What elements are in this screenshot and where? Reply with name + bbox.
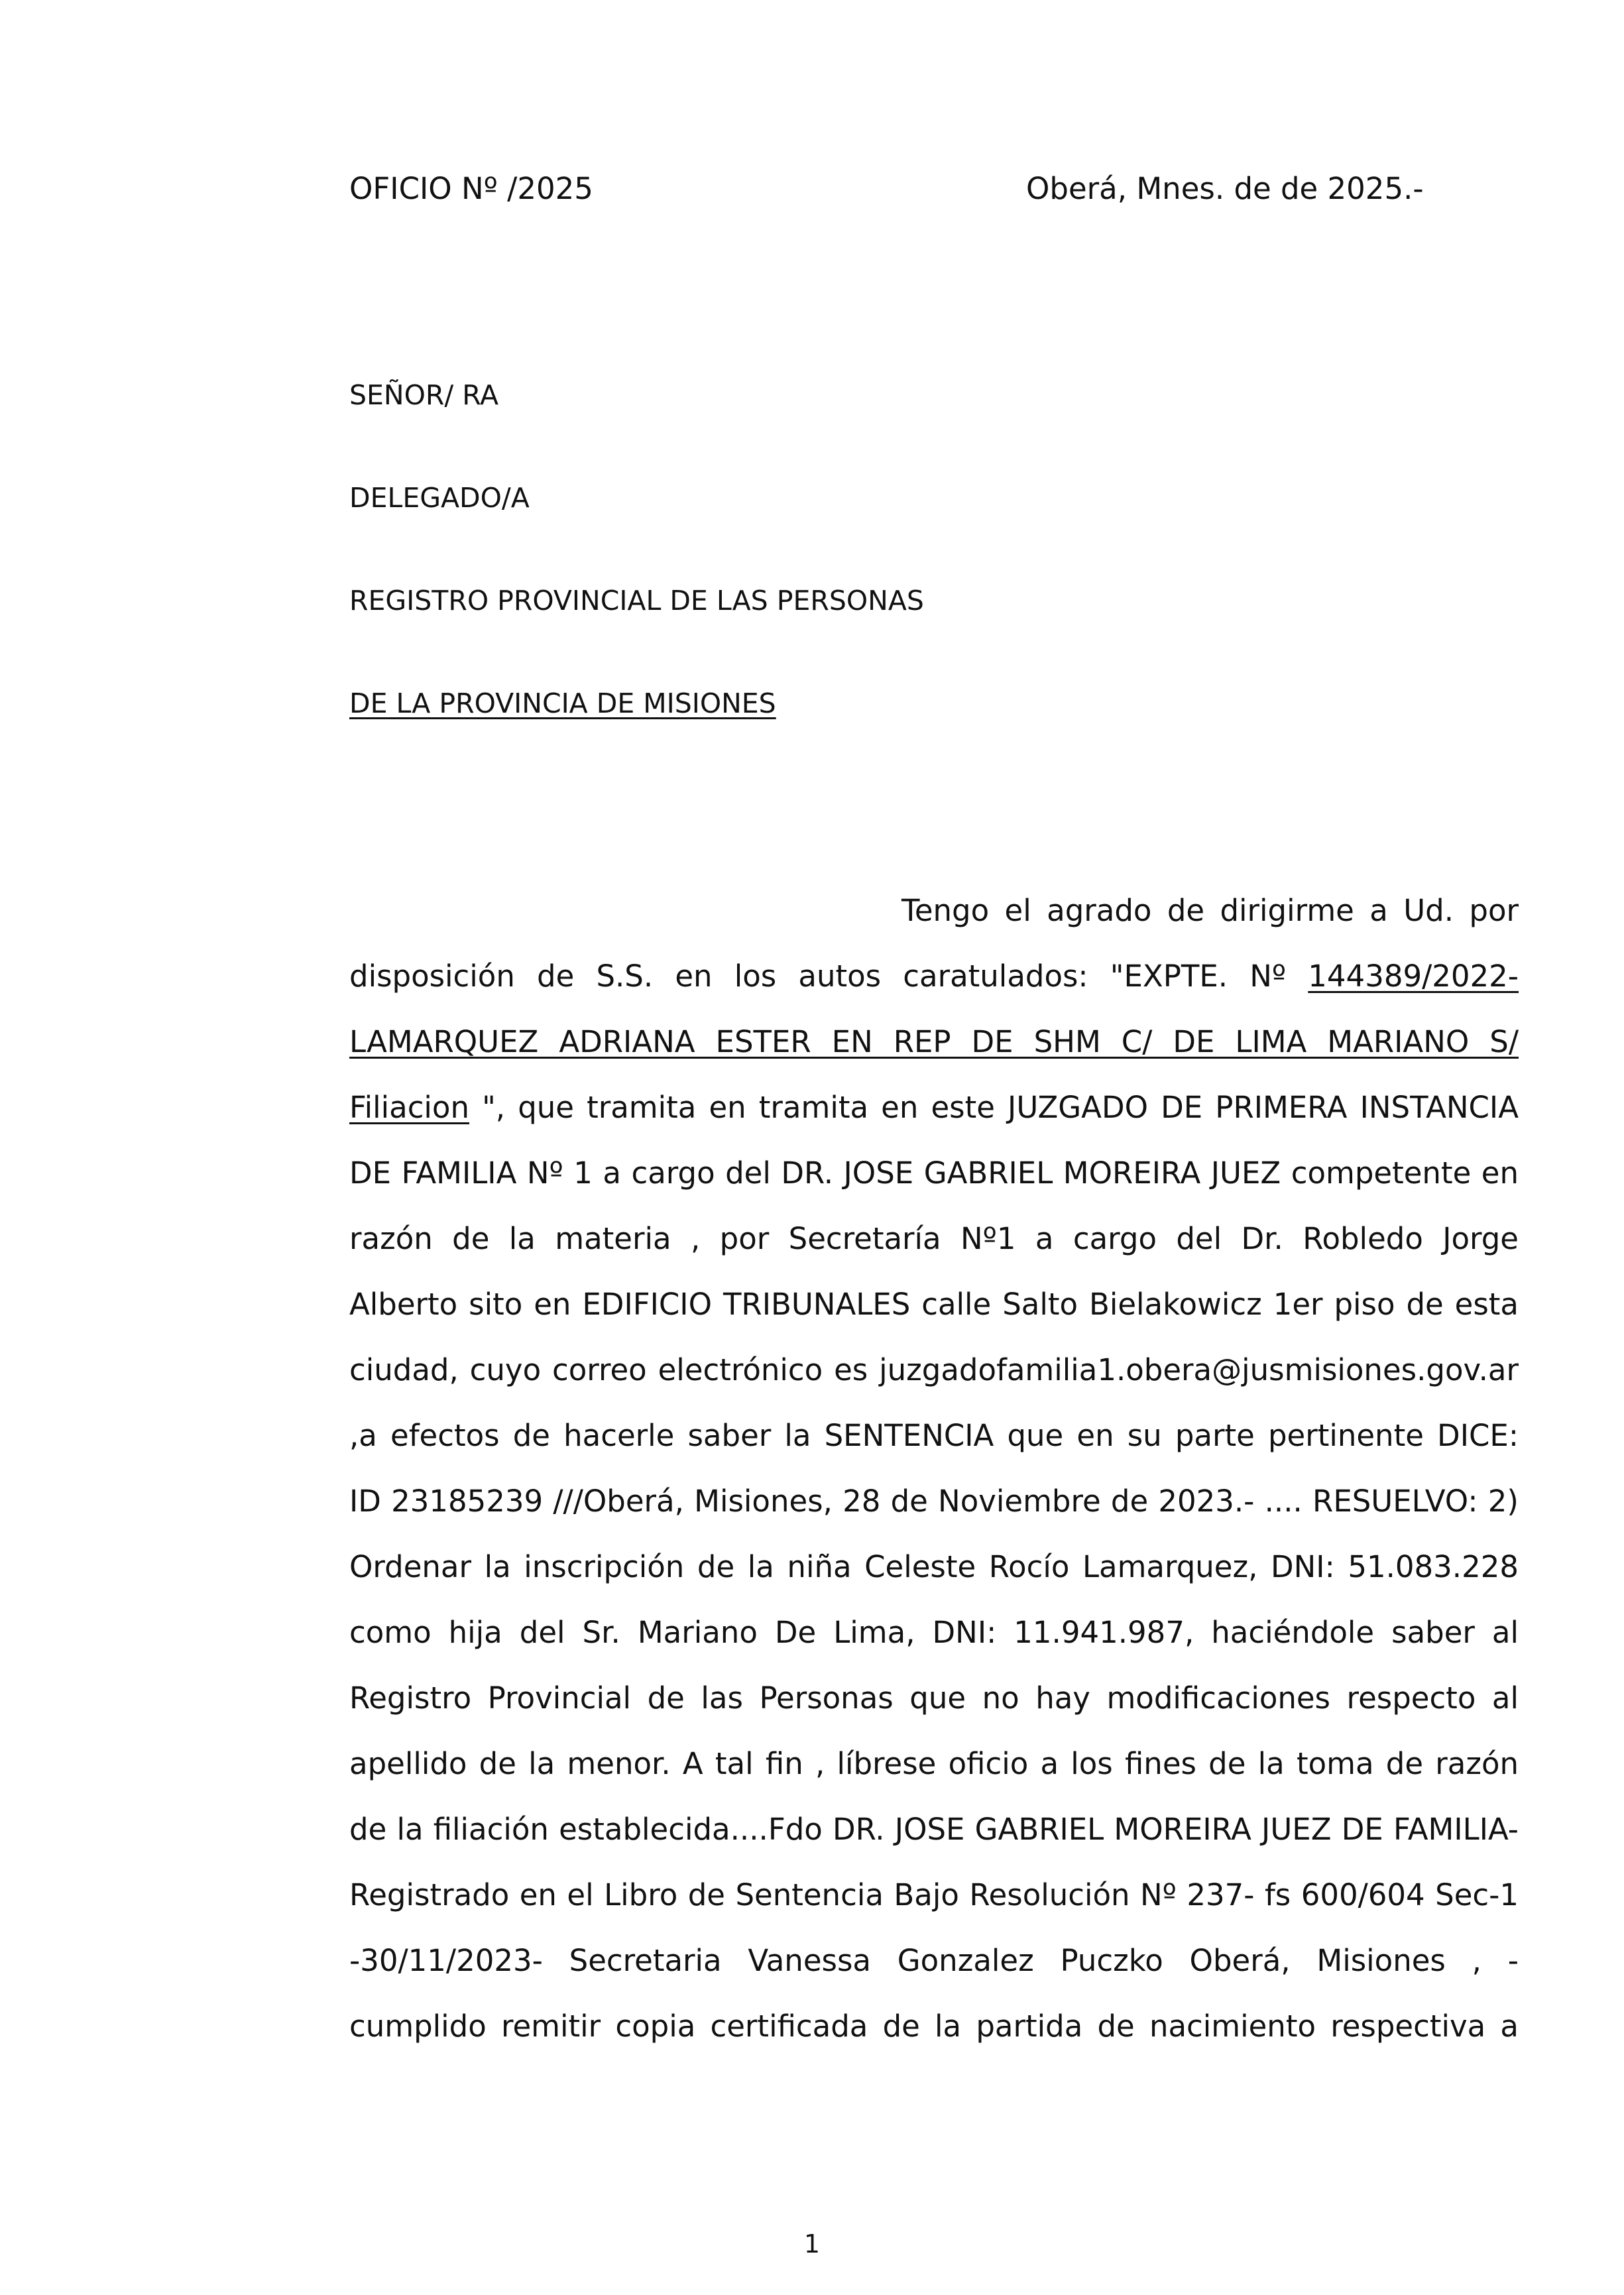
addressee-province: DE LA PROVINCIA DE MISIONES — [349, 687, 776, 719]
body-line: Registro Provincial de las Personas que no hay modificaciones respecto al — [349, 1680, 1519, 1716]
body-line: de la filiación establecida....Fdo DR. JOSE GABRIEL MOREIRA JUEZ DE FAMILIA- — [349, 1812, 1519, 1847]
case-number: 144389/2022- — [1308, 959, 1519, 994]
addressee-role: DELEGADO/A — [349, 482, 530, 514]
body-line: Registrado en el Libro de Sentencia Bajo Resolución Nº 237- fs 600/604 Sec-1 — [349, 1877, 1519, 1912]
body-line: -30/11/2023- Secretaria Vanessa Gonzalez Puczko Oberá, Misiones , - — [349, 1943, 1519, 1978]
case-title: LAMARQUEZ ADRIANA ESTER EN REP DE SHM C/ DE LIMA MARIANO S/ — [349, 1024, 1519, 1059]
body-line — [349, 957, 1519, 996]
body-line: cumplido remitir copia certificada de la partida de nacimiento respectiva a — [349, 2009, 1519, 2044]
oficio-number: OFICIO Nº /2025 — [349, 171, 593, 206]
place-date: Oberá, Mnes. de de 2025.- — [1026, 171, 1424, 206]
body-line: como hija del Sr. Mariano De Lima, DNI: 11.941.987, haciéndole saber al — [349, 1615, 1519, 1650]
addressee-title: SEÑOR/ RA — [349, 379, 499, 411]
body-line: razón de la materia , por Secretaría Nº1 a cargo del Dr. Robledo Jorge — [349, 1221, 1519, 1256]
body-line: Tengo el agrado de dirigirme a Ud. por — [901, 893, 1519, 928]
body-line: ,a efectos de hacerle saber la SENTENCIA que en su parte pertinente DICE: — [349, 1418, 1519, 1453]
body-line: ciudad, cuyo correo electrónico es juzgadofamilia1.obera@jusmisiones.gov.ar — [349, 1352, 1519, 1387]
body-line: Alberto sito en EDIFICIO TRIBUNALES calle Salto Bielakowicz 1er piso de esta — [349, 1287, 1519, 1322]
body-line: DE FAMILIA Nº 1 a cargo del DR. JOSE GABRIEL MOREIRA JUEZ competente en — [349, 1155, 1519, 1191]
body-line: ID 23185239 ///Oberá, Misiones, 28 de Noviembre de 2023.- .... RESUELVO: 2) — [349, 1484, 1519, 1519]
page-number: 1 — [803, 2229, 821, 2259]
body-line — [349, 1088, 1519, 1128]
case-subject: Filiacion — [349, 1090, 469, 1125]
body-line: Ordenar la inscripción de la niña Celeste Rocío Lamarquez, DNI: 51.083.228 — [349, 1549, 1519, 1584]
body-line: apellido de la menor. A tal fin , líbrese oficio a los fines de la toma de razón — [349, 1746, 1519, 1781]
body-text: ", que tramita en tramita en este JUZGADO DE PRIMERA INSTANCIA — [469, 1090, 1519, 1125]
body-text: disposición de S.S. en los autos caratulados: "EXPTE. Nº — [349, 959, 1308, 994]
addressee-registry: REGISTRO PROVINCIAL DE LAS PERSONAS — [349, 585, 924, 617]
